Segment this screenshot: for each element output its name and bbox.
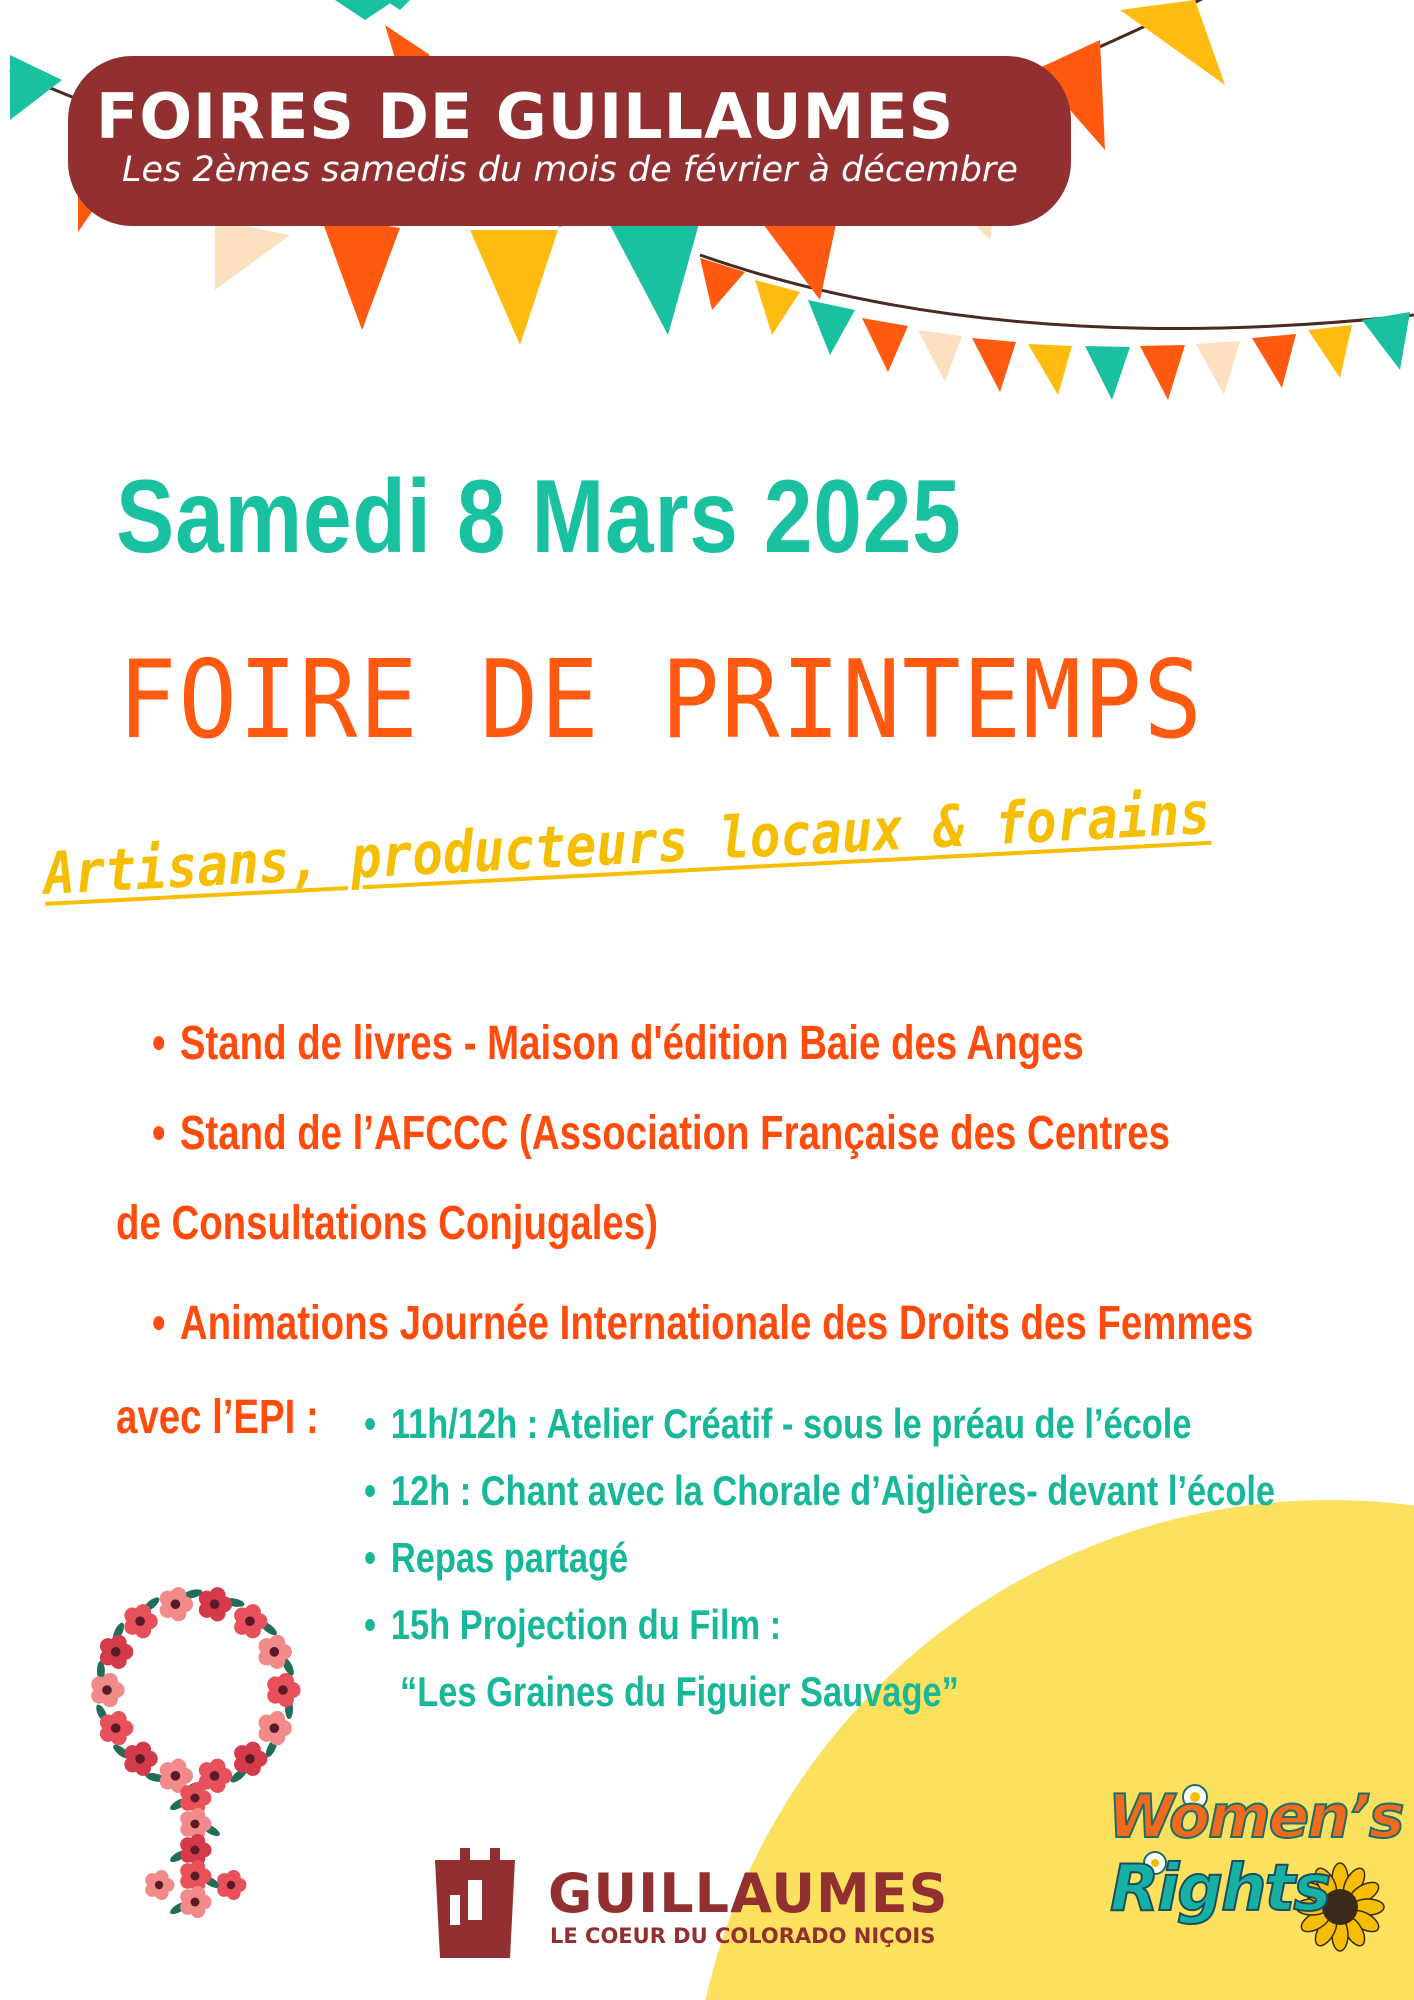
schedule-item-text: Repas partagé: [390, 1534, 629, 1581]
bullet-icon: •: [364, 1601, 377, 1648]
header-subtitle: Les 2èmes samedis du mois de février à décembre: [122, 150, 1018, 190]
event-tagline: Artisans, producteurs locaux & forains: [42, 778, 1212, 908]
schedule-item: [364, 1534, 628, 1582]
event-title: FOIRE DE PRINTEMPS: [118, 638, 1204, 763]
schedule-item-text: 11h/12h : Atelier Créatif - sous le préau de l’école: [390, 1400, 1192, 1447]
bullet-icon: •: [364, 1467, 377, 1514]
stand-item-continuation: de Consultations Conjugales): [116, 1197, 658, 1250]
schedule-item: [364, 1467, 1275, 1515]
schedule-item-continuation: “Les Graines du Figuier Sauvage”: [400, 1668, 959, 1715]
stand-item: [152, 1016, 1084, 1071]
bullet-icon: •: [152, 1297, 166, 1350]
womens-rights-logo-line1: Women’s: [1108, 1782, 1403, 1852]
schedule-item-text: 15h Projection du Film :: [390, 1601, 782, 1648]
header-title: FOIRES DE GUILLAUMES: [96, 80, 955, 153]
stand-item-continuation: avec l’EPI :: [116, 1391, 319, 1444]
stand-item-text: Animations Journée Internationale des Droits des Femmes: [179, 1297, 1254, 1350]
venus-flower-wreath-icon: [70, 1580, 320, 1940]
bullet-icon: •: [152, 1107, 166, 1160]
schedule-item: [364, 1601, 781, 1649]
schedule-item: [364, 1400, 1192, 1448]
stand-item-text: Stand de livres - Maison d'édition Baie des Anges: [179, 1017, 1084, 1070]
bullet-icon: •: [152, 1017, 166, 1070]
guillaumes-logo-name: GUILLAUMES: [548, 1862, 949, 1925]
stand-item-text: Stand de l’AFCCC (Association Française des Centres: [179, 1107, 1170, 1160]
guillaumes-logo-tagline: LE COEUR DU COLORADO NIÇOIS: [550, 1924, 936, 1948]
womens-rights-logo-line2: Rights: [1110, 1852, 1330, 1926]
schedule-item-text: 12h : Chant avec la Chorale d’Aiglières- devant l’école: [390, 1467, 1276, 1514]
bullet-icon: •: [364, 1400, 377, 1447]
stand-item: [152, 1106, 1170, 1161]
bullet-icon: •: [364, 1534, 377, 1581]
event-date: Samedi 8 Mars 2025: [116, 459, 962, 575]
guillaumes-castle-icon: [430, 1840, 520, 1960]
stand-item: [152, 1296, 1253, 1351]
